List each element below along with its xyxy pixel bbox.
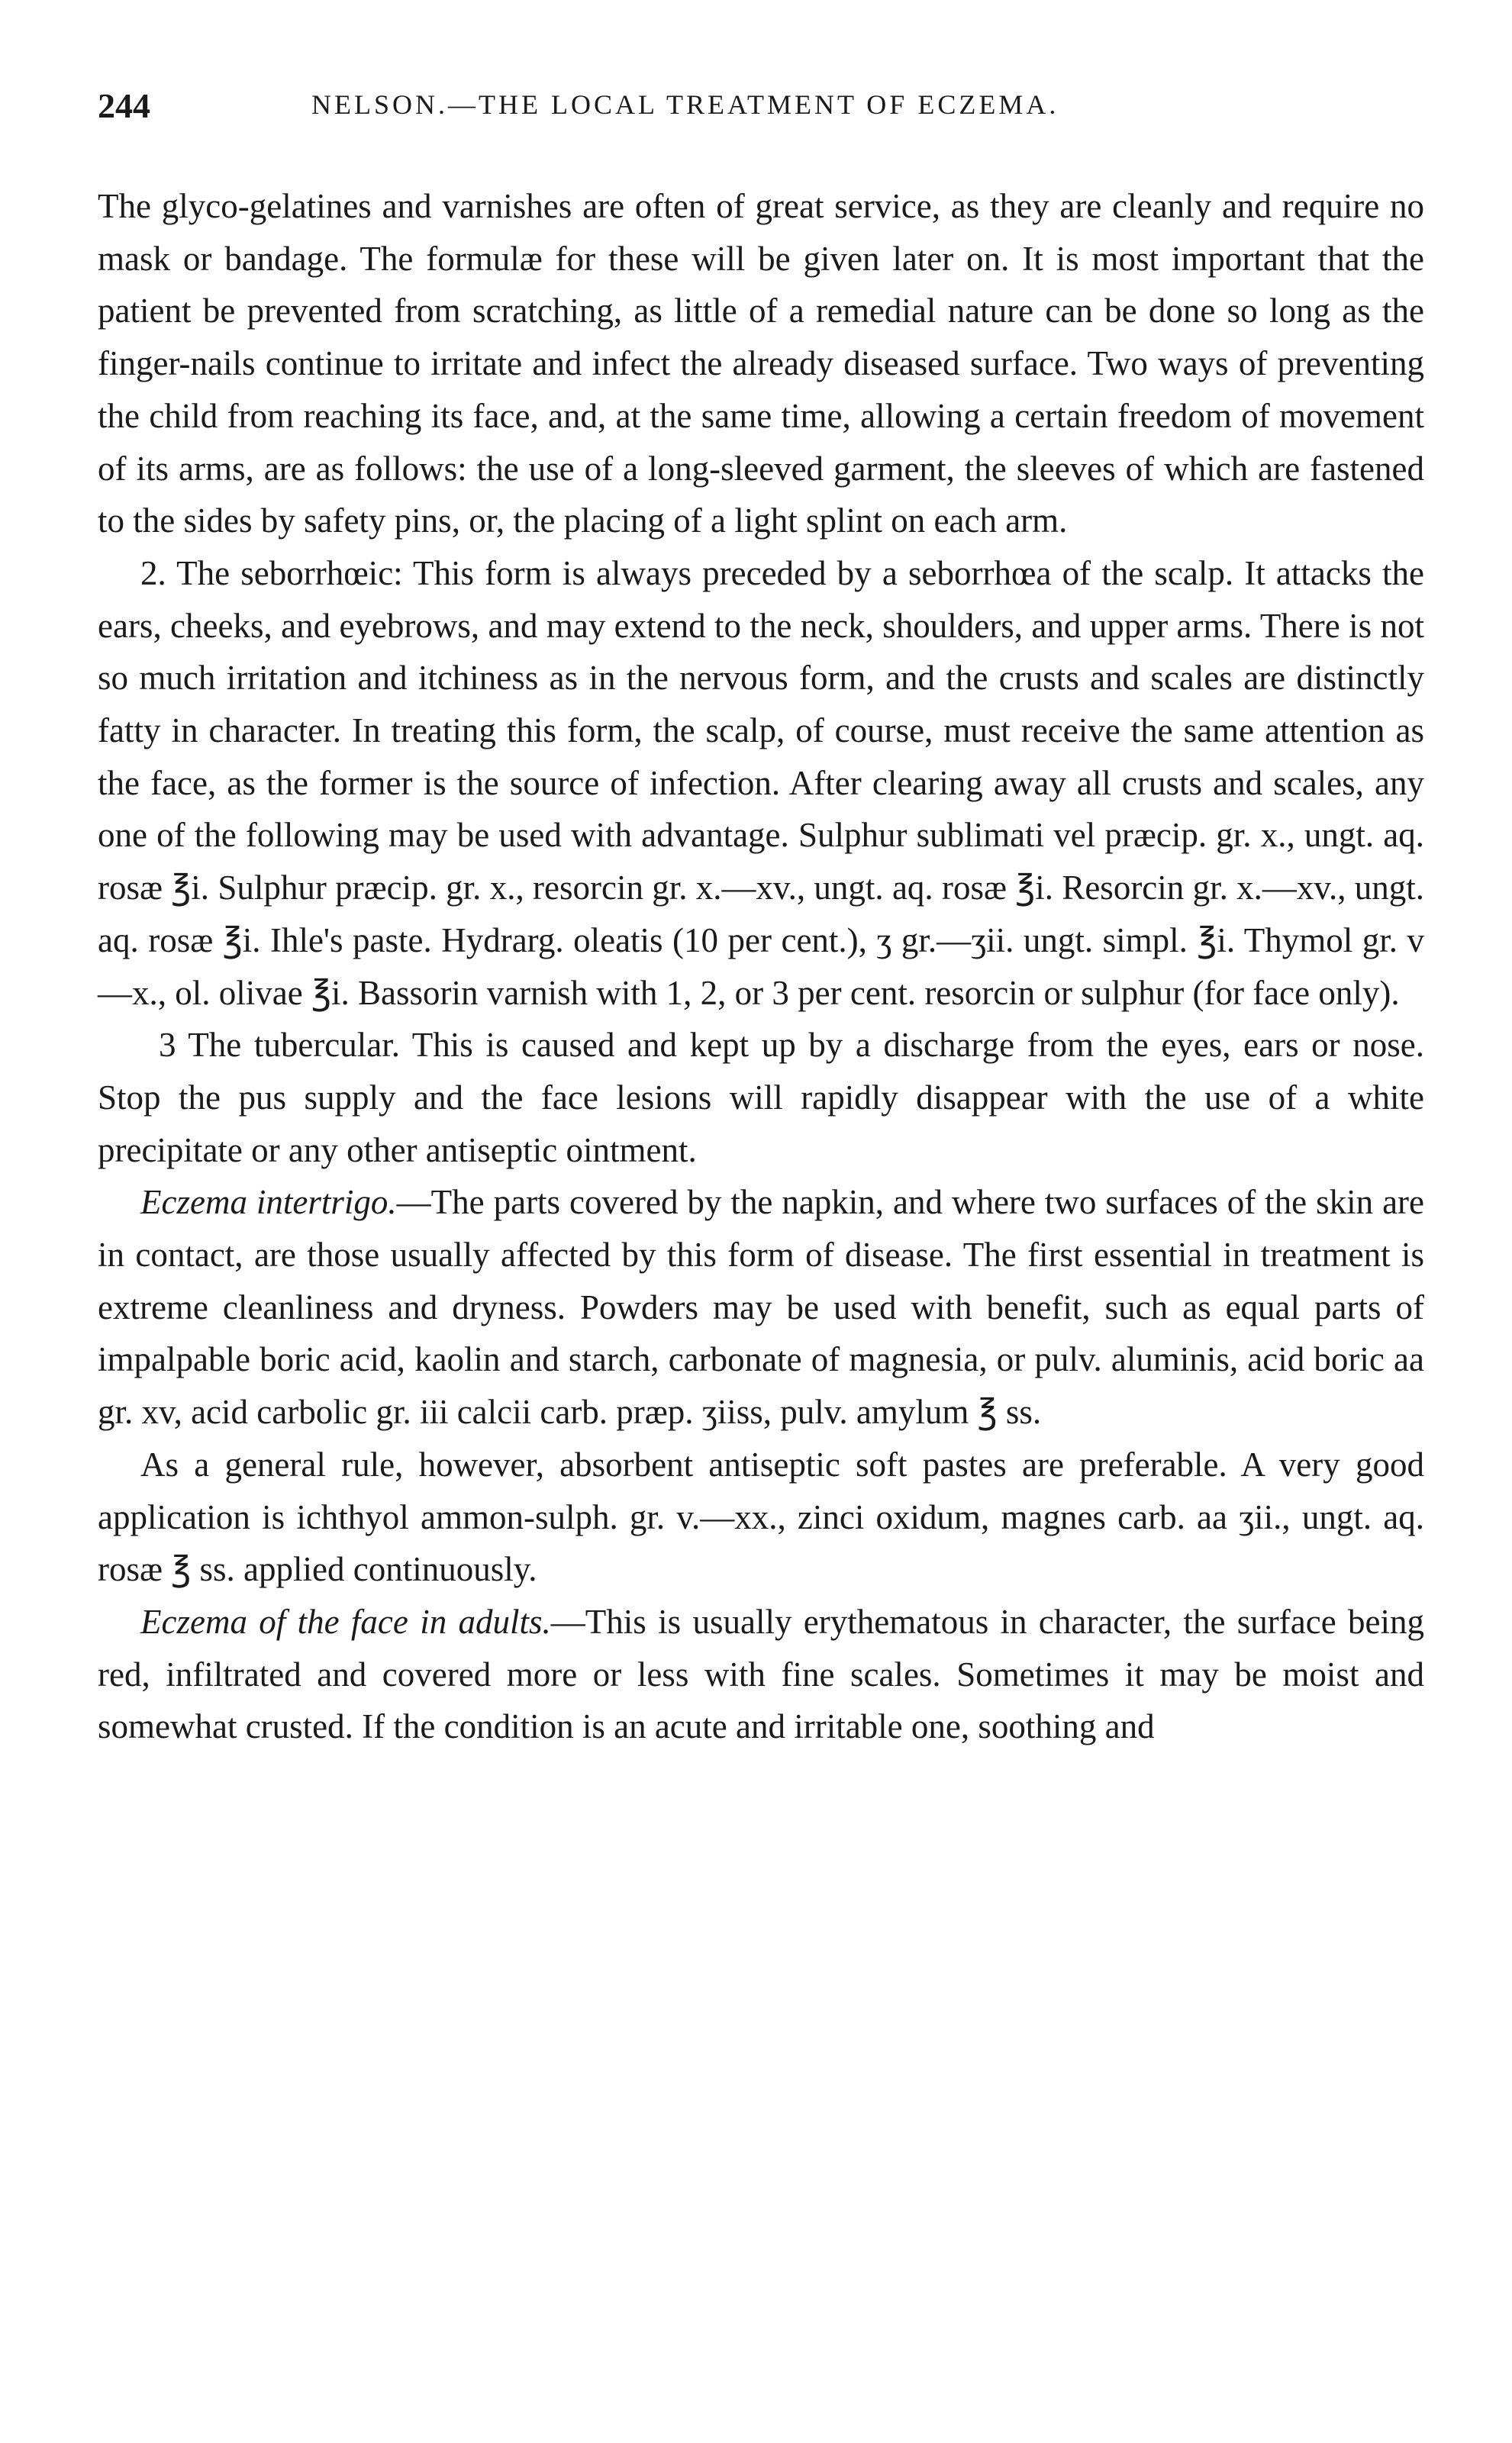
paragraph-text: As a general rule, however, absorbent antiseptic soft pastes are preferable. A very good application is ichthyol ammon-sulph. gr. v.—xx., zinci oxidum, magnes carb. aa ʒii., ungt. aq. rosæ ℥ ss. applied continuously. — [98, 1445, 1424, 1589]
paragraph-tubercular — [98, 1019, 1424, 1176]
paragraph-eczema-face-adults — [98, 1596, 1424, 1753]
paragraph-text: The glyco-gelatines and varnishes are often of great service, as they are cleanly and require no mask or bandage. The formulæ for these will be given later on. It is most important that the patient be prevented from scratching, as little of a remedial nature can be done so long as the finger-nails continue to irritate and infect the already diseased surface. Two ways of preventing the child from reaching its face, and, at the same time, allowing a certain freedom of movement of its arms, are as follows: the use of a long-sleeved garment, the sleeves of which are fastened to the sides by safety pins, or, the placing of a light splint on each arm. — [98, 187, 1424, 540]
running-head — [98, 85, 1424, 147]
paragraph-pastes — [98, 1439, 1424, 1596]
article-body — [98, 180, 1424, 1753]
paragraph-text: —This is usually erythematous in character, the surface being red, infiltrated and covered more or less with fine scales. Sometimes it may be moist and somewhat crusted. If the condition is an acute and irritable one, soothing and — [98, 1602, 1425, 1746]
paragraph-seborrhoeic — [98, 547, 1424, 1019]
paragraph-text: 2. The seborrhœic: This form is always preceded by a seborrhœa of the scalp. It attacks the ears, cheeks, and eyebrows, and may extend to the neck, shoulders, and upper arms. There is not so much irritation and itchiness as in the nervous form, and the crusts and scales are distinctly fatty in character. In treating this form, the scalp, of course, must receive the same attention as the face, as the former is the source of infection. After clearing away all crusts and scales, any one of the following may be used with advantage. Sulphur sublimati vel præcip. gr. x., ungt. aq. rosæ ℥i. Sulphur præcip. gr. x., resorcin gr. x.—xv., ungt. aq. rosæ ℥i. Resorcin gr. x.—xv., ungt. aq. rosæ ℥i. Ihle's paste. Hydrarg. oleatis (10 per cent.), ʒ gr.—ʒii. ungt. simpl. ℥i. Thymol gr. v—x., ol. olivae ℥i. Bassorin varnish with 1, 2, or 3 per cent. resorcin or sulphur (for face only). — [98, 553, 1424, 1012]
paragraph-eczema-intertrigo — [98, 1176, 1424, 1439]
page-number: 244 — [98, 86, 150, 125]
section-heading-italic: Eczema of the face in adults. — [140, 1602, 551, 1641]
running-title: NELSON.—THE LOCAL TREATMENT OF ECZEMA. — [311, 89, 1059, 120]
paragraph-text: 3 The tubercular. This is caused and kept up by a discharge from the eyes, ears or nose. Stop the pus supply and the face lesions will rapidly disappear with the use of a white precipitate or any other antiseptic ointment. — [98, 1026, 1424, 1169]
section-heading-italic: Eczema intertrigo. — [140, 1183, 397, 1222]
paragraph-garments — [98, 180, 1424, 547]
journal-page — [98, 85, 1424, 1753]
paragraph-text: —The parts covered by the napkin, and where two surfaces of the skin are in contact, are those usually affected by this form of disease. The first essential in treatment is extreme cleanliness and dryness. Powders may be used with benefit, such as equal parts of impalpable boric acid, kaolin and starch, carbonate of magnesia, or pulv. aluminis, acid boric aa gr. xv, acid carbolic gr. iii calcii carb. præp. ʒiiss, pulv. amylum ℥ ss. — [98, 1183, 1425, 1432]
